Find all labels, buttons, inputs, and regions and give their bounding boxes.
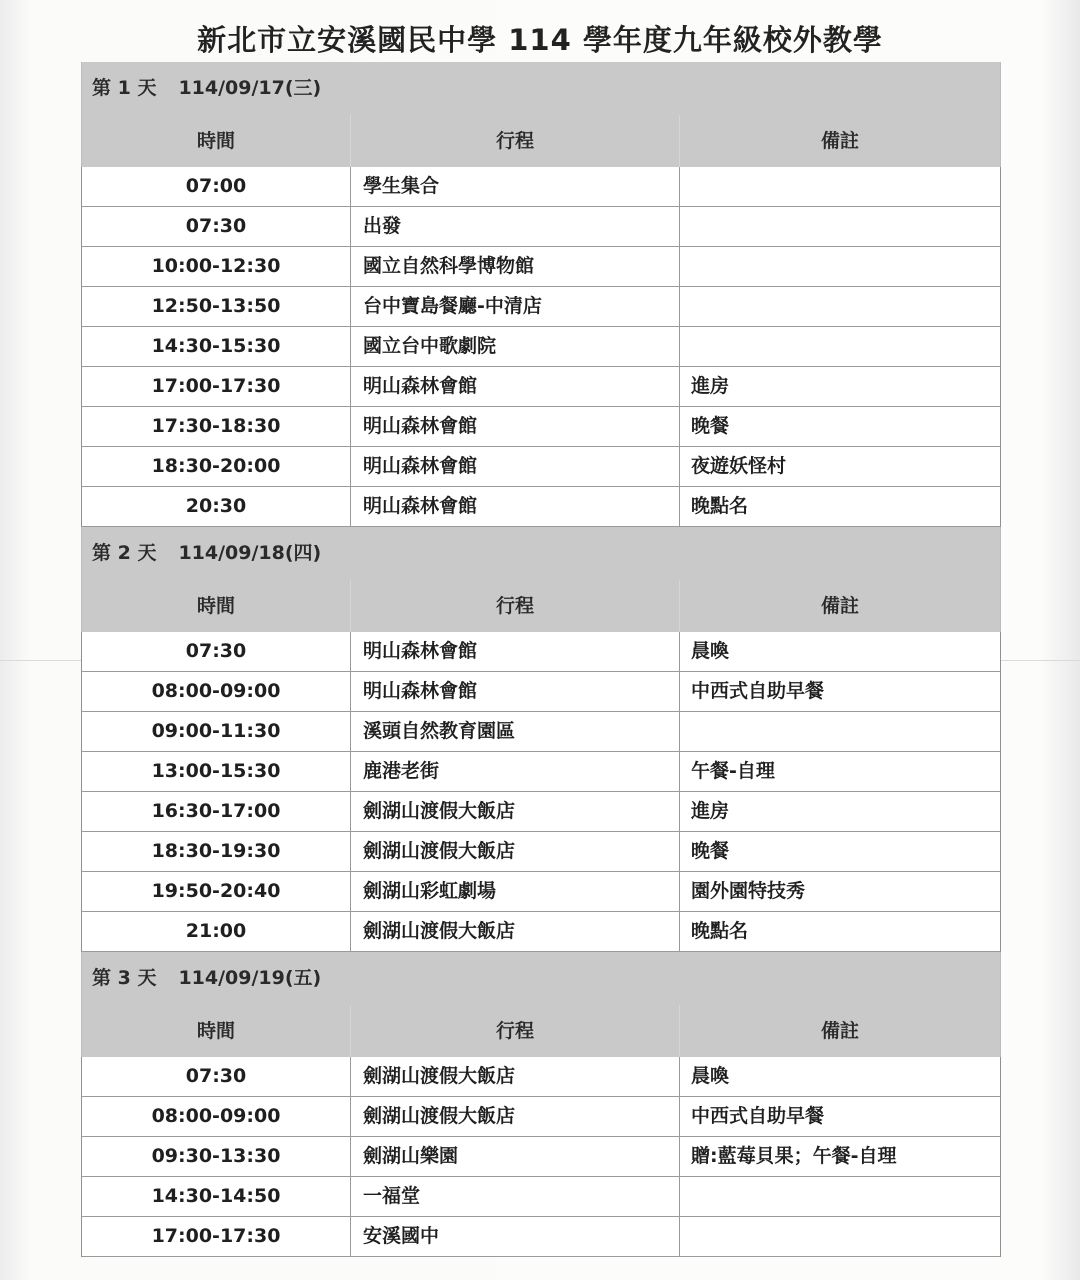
itinerary-cell: 劍湖山渡假大飯店 xyxy=(351,1097,680,1136)
itinerary-cell: 劍湖山渡假大飯店 xyxy=(351,1057,680,1096)
column-header-item: 行程 xyxy=(351,115,680,167)
note-cell: 中西式自助早餐 xyxy=(691,1105,825,1127)
note-cell xyxy=(680,1217,1000,1256)
itinerary-cell: 明山森林會館 xyxy=(351,447,680,486)
note-cell xyxy=(680,167,1000,206)
table-row xyxy=(81,207,1001,247)
note-cell xyxy=(680,1177,1000,1216)
day-date: 114/09/17(三) xyxy=(178,77,322,99)
column-header-time: 時間 xyxy=(82,115,351,167)
itinerary-cell: 鹿港老街 xyxy=(351,752,680,791)
time-cell: 21:00 xyxy=(82,912,351,951)
note-cell: 晚點名 xyxy=(691,920,749,942)
table-row xyxy=(81,632,1001,672)
table-row xyxy=(81,327,1001,367)
itinerary-cell: 劍湖山彩虹劇場 xyxy=(351,872,680,911)
note-cell: 園外園特技秀 xyxy=(691,880,806,902)
time-cell: 08:00-09:00 xyxy=(82,672,351,711)
day-section xyxy=(81,527,1001,952)
table-row xyxy=(81,367,1001,407)
time-cell: 09:00-11:30 xyxy=(82,712,351,751)
time-cell: 17:00-17:30 xyxy=(82,1217,351,1256)
table-row xyxy=(81,792,1001,832)
table-row xyxy=(81,912,1001,952)
table-row xyxy=(81,832,1001,872)
itinerary-cell: 明山森林會館 xyxy=(351,672,680,711)
time-cell: 13:00-15:30 xyxy=(82,752,351,791)
itinerary-cell: 安溪國中 xyxy=(351,1217,680,1256)
time-cell: 09:30-13:30 xyxy=(82,1137,351,1176)
note-cell: 晚點名 xyxy=(691,495,749,517)
note-cell: 夜遊妖怪村 xyxy=(691,455,787,477)
day-date: 114/09/19(五) xyxy=(178,967,322,989)
table-row xyxy=(81,1097,1001,1137)
schedule-table xyxy=(81,62,1001,1257)
itinerary-cell: 一福堂 xyxy=(351,1177,680,1216)
column-header-row xyxy=(81,580,1001,632)
table-row xyxy=(81,1177,1001,1217)
time-cell: 14:30-14:50 xyxy=(82,1177,351,1216)
day-section xyxy=(81,952,1001,1257)
table-row xyxy=(81,487,1001,527)
itinerary-cell: 明山森林會館 xyxy=(351,487,680,526)
table-row xyxy=(81,167,1001,207)
note-cell: 晚餐 xyxy=(691,840,730,862)
itinerary-cell: 溪頭自然教育園區 xyxy=(351,712,680,751)
itinerary-cell: 出發 xyxy=(351,207,680,246)
note-cell: 晚餐 xyxy=(691,415,730,437)
table-row xyxy=(81,752,1001,792)
note-cell xyxy=(680,287,1000,326)
itinerary-cell: 劍湖山渡假大飯店 xyxy=(351,912,680,951)
day-header xyxy=(81,527,1001,580)
note-cell: 進房 xyxy=(691,800,730,822)
column-header-item: 行程 xyxy=(351,1005,680,1057)
day-date: 114/09/18(四) xyxy=(178,542,322,564)
time-cell: 18:30-19:30 xyxy=(82,832,351,871)
note-cell xyxy=(680,247,1000,286)
table-row xyxy=(81,287,1001,327)
time-cell: 10:00-12:30 xyxy=(82,247,351,286)
time-cell: 16:30-17:00 xyxy=(82,792,351,831)
itinerary-cell: 劍湖山渡假大飯店 xyxy=(351,832,680,871)
column-header-note: 備註 xyxy=(820,1020,859,1042)
day-label: 第 1 天 xyxy=(92,77,157,99)
column-header-row xyxy=(81,115,1001,167)
time-cell: 12:50-13:50 xyxy=(82,287,351,326)
page-title: 新北市立安溪國民中學 114 學年度九年級校外教學 xyxy=(197,23,883,57)
note-cell: 進房 xyxy=(691,375,730,397)
day-label: 第 2 天 xyxy=(92,542,157,564)
day-header xyxy=(81,62,1001,115)
column-header-note: 備註 xyxy=(820,130,859,152)
itinerary-cell: 明山森林會館 xyxy=(351,407,680,446)
time-cell: 20:30 xyxy=(82,487,351,526)
time-cell: 08:00-09:00 xyxy=(82,1097,351,1136)
table-row xyxy=(81,407,1001,447)
column-header-item: 行程 xyxy=(351,580,680,632)
note-cell xyxy=(680,327,1000,366)
table-row xyxy=(81,1137,1001,1177)
time-cell: 17:00-17:30 xyxy=(82,367,351,406)
table-row xyxy=(81,872,1001,912)
time-cell: 07:30 xyxy=(82,1057,351,1096)
note-cell xyxy=(680,712,1000,751)
note-cell: 午餐-自理 xyxy=(691,760,775,782)
itinerary-cell: 明山森林會館 xyxy=(351,632,680,671)
note-cell: 贈:藍莓貝果；午餐-自理 xyxy=(691,1145,897,1167)
table-row xyxy=(81,447,1001,487)
table-row xyxy=(81,247,1001,287)
time-cell: 19:50-20:40 xyxy=(82,872,351,911)
table-row xyxy=(81,1057,1001,1097)
time-cell: 07:00 xyxy=(82,167,351,206)
day-header xyxy=(81,952,1001,1005)
table-row xyxy=(81,712,1001,752)
column-header-time: 時間 xyxy=(82,1005,351,1057)
table-row xyxy=(81,1217,1001,1257)
table-row xyxy=(81,672,1001,712)
note-cell: 中西式自助早餐 xyxy=(691,680,825,702)
time-cell: 07:30 xyxy=(82,632,351,671)
time-cell: 17:30-18:30 xyxy=(82,407,351,446)
itinerary-cell: 劍湖山渡假大飯店 xyxy=(351,792,680,831)
itinerary-cell: 國立台中歌劇院 xyxy=(351,327,680,366)
time-cell: 14:30-15:30 xyxy=(82,327,351,366)
itinerary-cell: 劍湖山樂園 xyxy=(351,1137,680,1176)
note-cell: 晨喚 xyxy=(691,1065,730,1087)
time-cell: 07:30 xyxy=(82,207,351,246)
itinerary-cell: 台中寶島餐廳-中清店 xyxy=(351,287,680,326)
column-header-row xyxy=(81,1005,1001,1057)
day-label: 第 3 天 xyxy=(92,967,157,989)
itinerary-cell: 國立自然科學博物館 xyxy=(351,247,680,286)
time-cell: 18:30-20:00 xyxy=(82,447,351,486)
itinerary-cell: 學生集合 xyxy=(351,167,680,206)
note-cell xyxy=(680,207,1000,246)
day-section xyxy=(81,62,1001,527)
column-header-note: 備註 xyxy=(820,595,859,617)
itinerary-cell: 明山森林會館 xyxy=(351,367,680,406)
note-cell: 晨喚 xyxy=(691,640,730,662)
column-header-time: 時間 xyxy=(82,580,351,632)
